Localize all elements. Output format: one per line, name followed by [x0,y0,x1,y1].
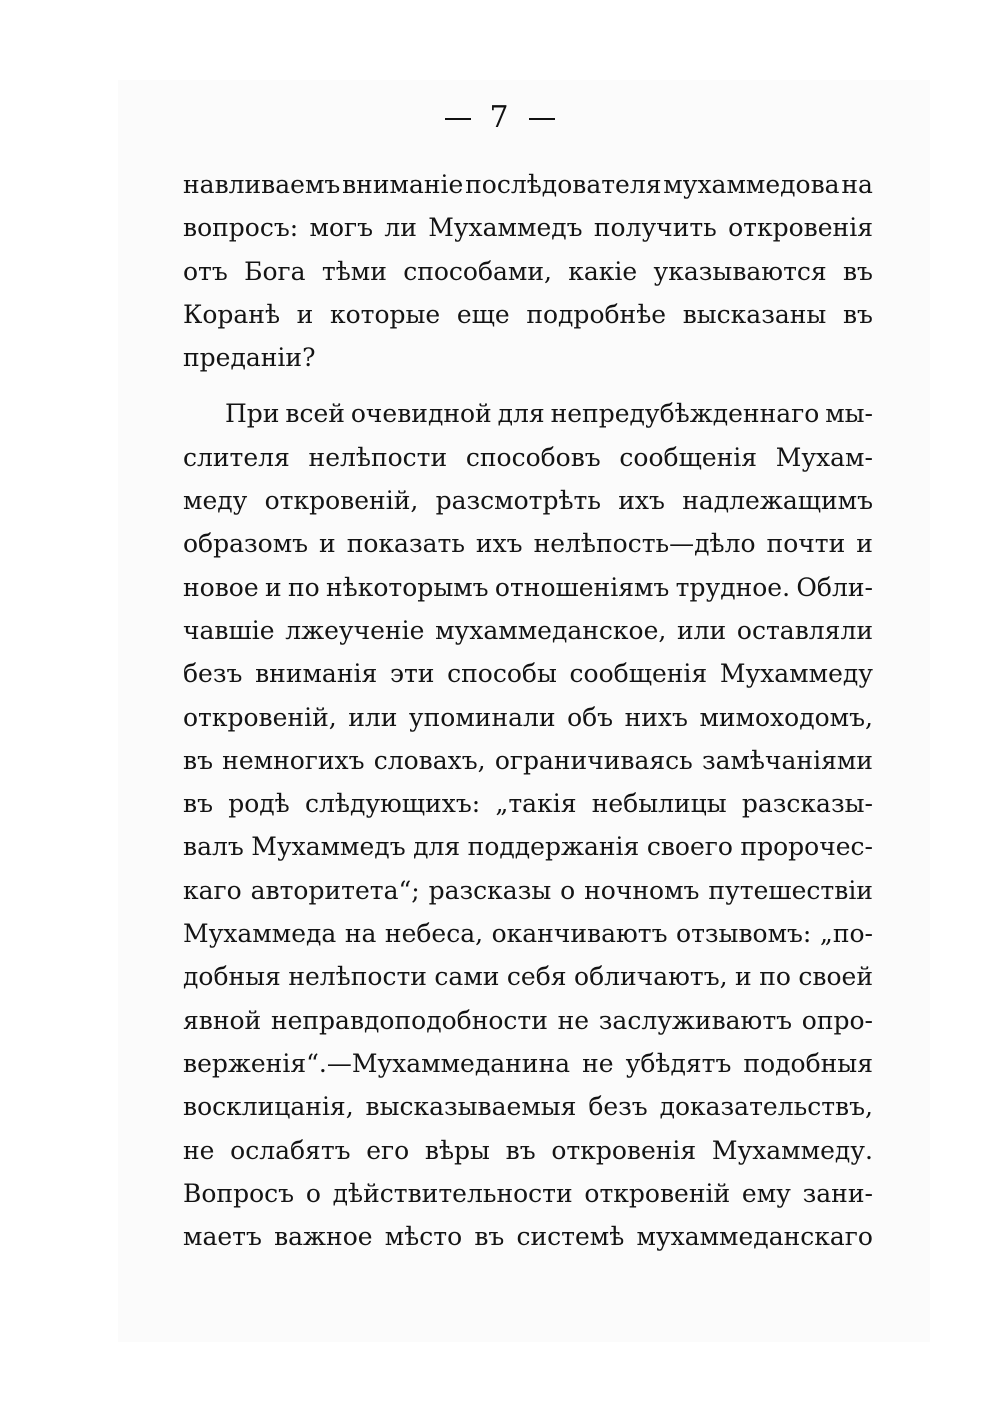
word: откровенія [728,213,873,243]
word: новое [183,572,259,602]
text-line [183,1215,873,1258]
word: маетъ [183,1222,262,1252]
text-line [183,392,873,435]
word: ночномъ [584,875,700,905]
word: своего [646,832,733,862]
word: получить [593,213,717,243]
word: мимоходомъ, [699,702,873,732]
word: сообщенія [619,442,758,472]
word: безъ [588,1092,648,1122]
word: системѣ [516,1222,625,1252]
page-number-dash-right [529,118,555,120]
word: добныя [183,962,281,992]
word: При [225,399,280,429]
word: способовъ [465,442,601,472]
page-number-value: 7 [489,100,511,135]
word: въ [183,745,213,775]
word: доказательствъ, [659,1092,873,1122]
word: Коранѣ [183,299,281,329]
word: путешествіи [708,875,873,905]
word: показать [346,529,465,559]
word: Мухам- [775,442,873,472]
word: подробнѣе [526,299,667,329]
word: восклицанія, [183,1092,354,1122]
word: мухаммеданское, [435,615,667,645]
text-line [183,293,873,336]
word: и [296,299,314,329]
word: разсмотрѣть [435,486,601,516]
word: безъ [183,659,243,689]
word: не [582,1048,614,1078]
body-text [183,163,873,1258]
word: высказываемыя [365,1092,577,1122]
word: высказаны [682,299,827,329]
word: тѣми [321,256,387,286]
word: откровеній [584,1178,731,1208]
word: словахъ, [373,745,486,775]
word: Мухаммеду. [711,1135,873,1165]
word: могъ [309,213,374,243]
word: разсказы- [741,789,873,819]
word: верженія“.—Мухаммеданина [183,1048,571,1078]
word: каго [183,875,242,905]
word: поддержанія [467,832,640,862]
word: Вопросъ [183,1178,295,1208]
word: Бога [244,256,306,286]
word: пророчес- [740,832,873,862]
word: родѣ [228,789,290,819]
word: меду [183,486,248,516]
word: въ [183,789,213,819]
word: и [856,529,873,559]
text-line [183,250,873,293]
text-line [183,999,873,1042]
text-line [183,1172,873,1215]
word: убѣдятъ [625,1048,732,1078]
text-line [183,566,873,609]
word: почти [766,529,846,559]
word: образомъ [183,529,309,559]
word: валъ [183,832,244,862]
word: явной [183,1005,262,1035]
word: сообщенія [569,659,708,689]
word: или [677,615,727,645]
page-number [0,100,1000,135]
word: Мухаммедъ [251,832,406,862]
text-line [183,912,873,955]
word: мухаммеданскаго [636,1222,873,1252]
word: Мухаммедъ [428,213,583,243]
word: еще [456,299,510,329]
text-line [183,436,873,479]
word: въ [505,1135,536,1165]
word: откровеній, [264,486,419,516]
word: слителя [183,442,290,472]
word: мѣсто [384,1222,463,1252]
word: навливаемъ [183,170,341,199]
word: откровенія [551,1135,697,1165]
word: откровеній, [183,702,337,732]
word: не [183,1135,215,1165]
word: Мухаммеду [719,659,873,689]
word: которые [329,299,441,329]
page-number-dash-left [445,118,471,120]
text-line [183,163,873,206]
word: сами [434,962,500,992]
word: ему [741,1178,791,1208]
word: вопросъ: [183,213,299,243]
word: немногихъ [222,745,365,775]
word: надлежащимъ [682,486,873,516]
word: нелѣпости [308,442,448,472]
text-line [183,609,873,652]
text-line: преданіи? [183,343,316,373]
word: важное [274,1222,373,1252]
word: указываются [653,256,827,286]
text-line [183,955,873,998]
text-line [183,1129,873,1172]
word: какіе [568,256,638,286]
word: отзывомъ: [676,919,812,949]
word: для [497,399,545,429]
word: лжеученіе [285,615,425,645]
word: дѣйствительности [332,1178,573,1208]
word: вниманія [255,659,378,689]
word: разсказы [428,875,552,905]
word: трудное. [675,572,791,602]
word: нелѣпости [288,962,427,992]
word: ихъ [475,529,523,559]
word: ослабятъ [230,1135,351,1165]
word: объ [567,702,614,732]
word: небеса, [384,919,484,949]
word: очевидной [350,399,492,429]
word: заслуживаютъ [598,1005,793,1035]
word: Мухаммеда [183,919,337,949]
word: его [366,1135,410,1165]
word: нихъ [624,702,688,732]
word: неправдоподобности [270,1005,548,1035]
word: себя [506,962,567,992]
word: на [841,170,873,199]
word: Обли- [796,572,873,602]
word: по [287,572,320,602]
text-line [183,825,873,868]
word: нѣкоторымъ [326,572,489,602]
word: всей [285,399,345,429]
word: въ [842,299,873,329]
word: въ [842,256,873,286]
word: подобныя [743,1048,873,1078]
word: небылицы [591,789,727,819]
word: авторитета“; [250,875,420,905]
word: ихъ [618,486,665,516]
word: и [735,962,752,992]
word: послѣдователя [465,170,662,199]
word: опро- [801,1005,873,1035]
word: непредубѣжденнаго [550,399,820,429]
word: обличаютъ, [574,962,728,992]
word: отношеніямъ [494,572,670,602]
word: чавшіе [183,615,275,645]
word: вниманіе [342,170,464,199]
word: на [344,919,377,949]
word: о [560,875,576,905]
text-line [183,782,873,825]
word: мы- [825,399,873,429]
word: способы [447,659,557,689]
word: своей [798,962,873,992]
text-line [183,522,873,565]
word: для [413,832,461,862]
word: и [264,572,282,602]
text-line [183,739,873,782]
word: замѣчаніями [701,745,873,775]
text-line [183,1085,873,1128]
word: ли [384,213,417,243]
text-line [183,479,873,522]
word: отъ [183,256,228,286]
word: упоминали [408,702,556,732]
word: и [319,529,336,559]
word: оставляли [736,615,873,645]
text-line [183,696,873,739]
word: способами, [403,256,552,286]
word: вѣры [424,1135,490,1165]
word: зани- [802,1178,873,1208]
word: нелѣпость—дѣло [533,529,756,559]
word: эти [389,659,435,689]
word: слѣдующихъ: [304,789,481,819]
word: не [557,1005,590,1035]
text-line [183,869,873,912]
text-line [183,1042,873,1085]
word: „по- [819,919,873,949]
word: въ [474,1222,505,1252]
word: мухаммедова [663,170,840,199]
word: оканчиваютъ [491,919,668,949]
word: или [348,702,398,732]
text-line [183,652,873,695]
word: о [305,1178,321,1208]
word: „такія [495,789,577,819]
word: по [759,962,791,992]
word: ограничиваясь [494,745,693,775]
text-line [183,206,873,249]
